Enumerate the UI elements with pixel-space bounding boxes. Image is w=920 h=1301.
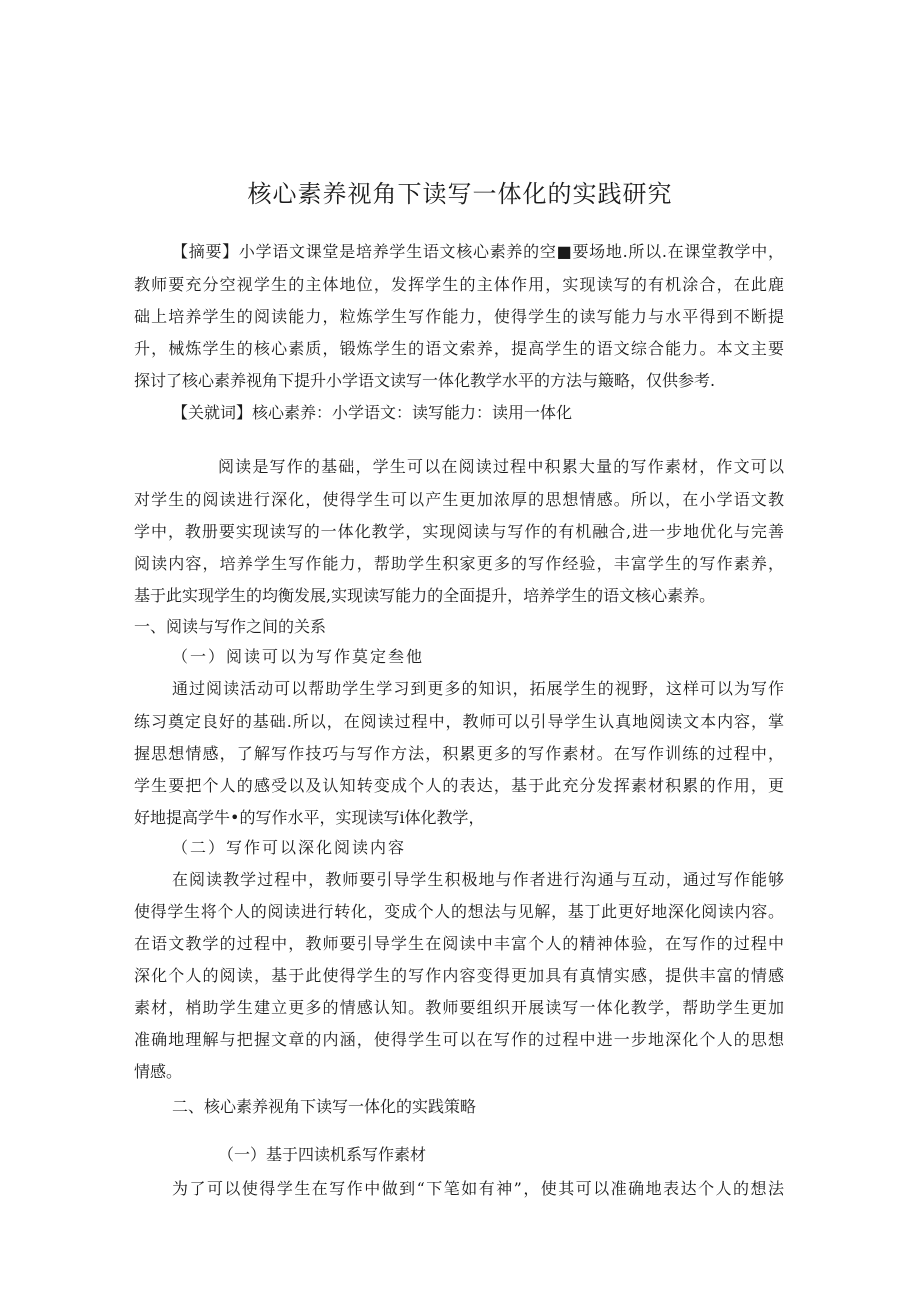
- paragraph-line: 好地提高学牛•的写作水平，实现读写i体化教学，: [134, 808, 485, 827]
- abstract-line: 升，械炼学生的核心素质，锻炼学生的语文索养，提高学生的语文综合能力。本文主要: [134, 339, 784, 358]
- paragraph-line: 学生要把个人的感受以及认知转变成个人的表达，基于此充分发挥素材积累的作用，更: [134, 776, 784, 795]
- subsection-heading: （一）基于四读机系写作素材: [218, 1145, 427, 1164]
- keywords-line: 【关就词】核心素养：小学语文：读写能力：读用一体化: [172, 403, 573, 422]
- section-heading: 一、阅读与写作之间的关系: [134, 617, 327, 636]
- subsection-heading: （一）阅读可以为写作莫定叁他: [172, 647, 425, 666]
- abstract-line: 探讨了核心素养视角下提升小学语文读写一体化教学水平的方法与簸略，仅供参考.: [134, 371, 716, 390]
- intro-line: 基于此实现学生的均衡发展,实现读写能力的全面提升，培养学生的语文核心素养。: [134, 586, 716, 605]
- paragraph-line: 在阅读教学过程中，教师要引导学生积极地与作者进行沟通与互动，通过写作能够: [172, 870, 784, 889]
- paragraph-line: 深化个人的阅读，基于此使得学生的写作内容变得更加具有真情实感，提供丰富的情感: [134, 966, 784, 985]
- paragraph-line: 练习奠定良好的基础.所以，在阅读过程中，教师可以引导学生认真地阅读文本内容，掌: [134, 712, 784, 731]
- intro-line: 对学生的阅读进行深化，使得学生可以产生更加浓厚的思想情感。所以，在小学语文教: [134, 490, 784, 509]
- subsection-heading: （二）写作可以深化阅读内容: [172, 838, 407, 857]
- paragraph-line: 素材，梢助学生建立更多的情感认知。教师要组织开展读写一体化教学，帮助学生更加: [134, 998, 784, 1017]
- intro-line: 阅读内容，培养学生写作能力，帮助学生积家更多的写作经验，丰富学生的写作素养，: [134, 554, 784, 573]
- paragraph-line: 情感。: [134, 1062, 183, 1081]
- intro-line: 学中，教册要实现读写的一体化教学，实现阅读与写作的有机融合,进一步地优化与完善: [134, 522, 784, 541]
- document-title: 核心素养视角下读写一体化的实践研究: [247, 180, 673, 208]
- paragraph-line: 为了可以使得学生在写作中做到“下笔如有神”，使其可以准确地表达个人的想法: [172, 1179, 784, 1198]
- paragraph-line: 使得学生将个人的阅读进行转化，变成个人的想法与见解，基丁此更好地深化阅读内容。: [134, 902, 784, 921]
- section-heading: 二、核心素养视角下读写一体化的实践策略: [172, 1097, 477, 1116]
- abstract-line: 础上培养学生的阅读能力，粒炼学生写作能力，使得学生的读写能力与水平得到不断提: [134, 307, 784, 326]
- paragraph-line: 握思想情感，了解写作技巧与写作方法，积累更多的写作素材。在写作训练的过程中，: [134, 744, 784, 763]
- paragraph-line: 准确地理解与把握文章的内涵，使得学生可以在写作的过程中进一步地深化个人的思想: [134, 1030, 784, 1049]
- abstract-line: 教师要充分空视学生的主体地位，发挥学生的主体作用，实现读写的有机涂合，在此鹿: [134, 275, 784, 294]
- paragraph-line: 通过阅读活动可以帮助学生学习到更多的知识，拓展学生的视野，这样可以为写作: [172, 679, 784, 698]
- paragraph-line: 在语文教学的过程中，教师要引导学生在阅读中丰富个人的精神体验，在写作的过程中: [134, 934, 784, 953]
- intro-line: 阅读是写作的基础，学生可以在阅读过程中积累大量的写作素材，作文可以: [218, 457, 784, 476]
- abstract-line: 【摘要】小学语文课堂是培养学生语文核心素养的空■要场地.所以.在课堂教学中，: [172, 242, 784, 261]
